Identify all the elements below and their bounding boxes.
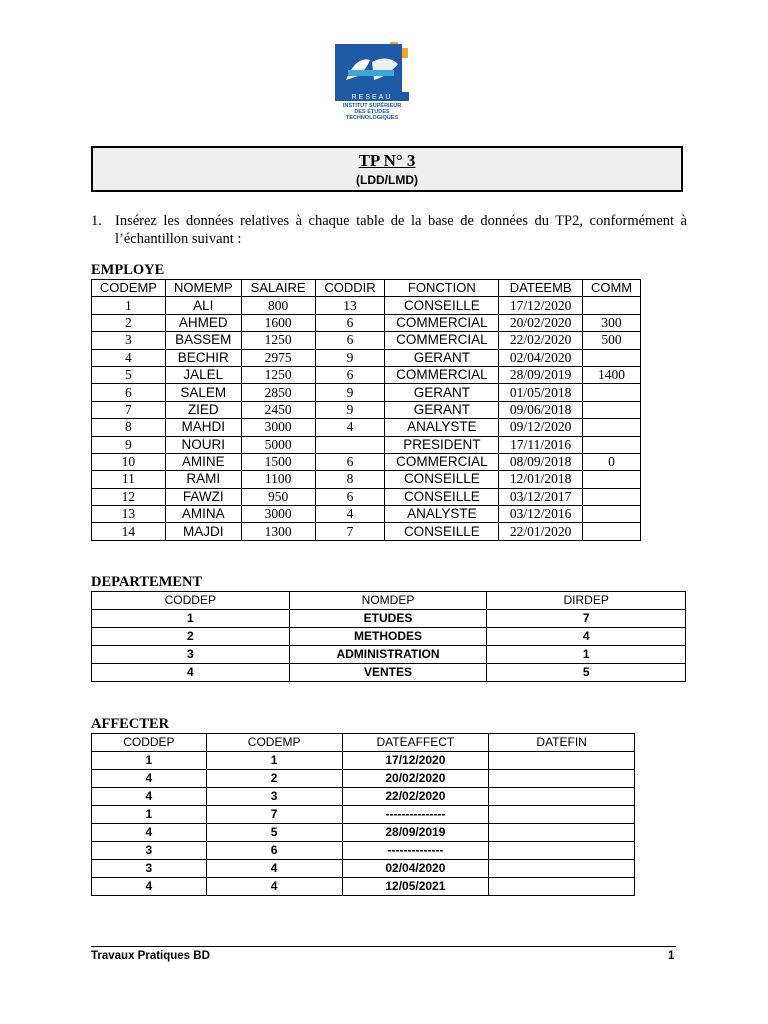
affecter-column-header: CODDEP	[92, 734, 207, 752]
table-row	[92, 824, 635, 842]
employe-cell: 800	[241, 297, 315, 314]
employe-cell: 4	[315, 506, 385, 523]
employe-cell: CONSEILLE	[385, 471, 499, 488]
affecter-cell: 6	[206, 842, 342, 860]
employe-cell	[583, 436, 641, 453]
affecter-cell: 28/09/2019	[342, 824, 489, 842]
affecter-cell	[489, 788, 635, 806]
employe-cell	[583, 401, 641, 418]
departement-heading: DEPARTEMENT	[91, 574, 203, 590]
employe-cell	[583, 523, 641, 540]
employe-cell: CONSEILLE	[385, 488, 499, 505]
employe-cell: 3000	[241, 506, 315, 523]
iset-logo	[328, 40, 418, 122]
employe-cell: 1600	[241, 314, 315, 331]
affecter-cell	[489, 860, 635, 878]
employe-cell: 01/05/2018	[499, 384, 583, 401]
departement-cell: 7	[487, 610, 686, 628]
iset-logo-icon	[328, 40, 418, 122]
employe-cell: 1400	[583, 366, 641, 383]
employe-heading: EMPLOYE	[91, 262, 165, 278]
affecter-cell: 1	[206, 752, 342, 770]
affecter-cell: 2	[206, 770, 342, 788]
departement-cell: 1	[487, 646, 686, 664]
affecter-cell: 17/12/2020	[342, 752, 489, 770]
departement-cell: ETUDES	[289, 610, 487, 628]
employe-cell: MAJDI	[165, 523, 241, 540]
employe-cell: SALEM	[165, 384, 241, 401]
footer-divider	[91, 946, 676, 947]
affecter-cell: 12/05/2021	[342, 878, 489, 896]
employe-cell: COMMERCIAL	[385, 453, 499, 470]
logo-reseau-text: RESEAU	[351, 94, 393, 101]
employe-cell: GERANT	[385, 384, 499, 401]
page-subtitle: (LDD/LMD)	[356, 173, 418, 187]
employe-column-header: NOMEMP	[165, 280, 241, 297]
employe-cell	[583, 419, 641, 436]
employe-cell: 9	[92, 436, 166, 453]
employe-cell: 8	[315, 471, 385, 488]
table-row	[92, 297, 641, 314]
employe-header-row	[92, 280, 641, 297]
employe-column-header: SALAIRE	[241, 280, 315, 297]
employe-cell: 14	[92, 523, 166, 540]
footer-title: Travaux Pratiques BD	[91, 950, 210, 962]
employe-cell: 1250	[241, 332, 315, 349]
affecter-cell: 4	[206, 860, 342, 878]
departement-cell: 2	[92, 628, 290, 646]
departement-cell: ADMINISTRATION	[289, 646, 487, 664]
table-row	[92, 471, 641, 488]
table-row	[92, 646, 686, 664]
employe-cell: 6	[315, 488, 385, 505]
employe-column-header: CODEMP	[92, 280, 166, 297]
table-row	[92, 770, 635, 788]
employe-cell: JALEL	[165, 366, 241, 383]
svg-text:DES ÉTUDES: DES ÉTUDES	[354, 109, 390, 115]
table-row	[92, 453, 641, 470]
employe-cell: 6	[315, 314, 385, 331]
employe-cell: 2850	[241, 384, 315, 401]
affecter-cell	[489, 878, 635, 896]
employe-cell: 3	[92, 332, 166, 349]
affecter-cell: 4	[206, 878, 342, 896]
employe-cell	[315, 436, 385, 453]
employe-cell: 22/02/2020	[499, 332, 583, 349]
departement-cell: 5	[487, 664, 686, 682]
page-title: TP N° 3	[358, 151, 416, 170]
table-row	[92, 523, 641, 540]
affecter-column-header: CODEMP	[206, 734, 342, 752]
table-row	[92, 628, 686, 646]
employe-cell: ANALYSTE	[385, 419, 499, 436]
table-row	[92, 332, 641, 349]
employe-cell: 300	[583, 314, 641, 331]
departement-cell: 4	[487, 628, 686, 646]
employe-cell: 5	[92, 366, 166, 383]
employe-cell: ANALYSTE	[385, 506, 499, 523]
affecter-header-row	[92, 734, 635, 752]
employe-cell: 7	[315, 523, 385, 540]
affecter-column-header: DATEAFFECT	[342, 734, 489, 752]
employe-cell: 6	[315, 366, 385, 383]
departement-table	[91, 591, 686, 682]
employe-cell: 2	[92, 314, 166, 331]
affecter-cell: 4	[92, 878, 207, 896]
affecter-cell: 1	[92, 752, 207, 770]
affecter-cell	[489, 770, 635, 788]
employe-cell: 950	[241, 488, 315, 505]
employe-cell: 4	[315, 419, 385, 436]
departement-column-header: CODDEP	[92, 592, 290, 610]
employe-cell: 7	[92, 401, 166, 418]
employe-cell: 9	[315, 349, 385, 366]
employe-column-header: COMM	[583, 280, 641, 297]
affecter-cell	[489, 842, 635, 860]
table-row	[92, 842, 635, 860]
employe-cell: 12	[92, 488, 166, 505]
affecter-cell: 3	[206, 788, 342, 806]
table-row	[92, 610, 686, 628]
employe-cell: AHMED	[165, 314, 241, 331]
table-row	[92, 506, 641, 523]
employe-cell	[583, 488, 641, 505]
affecter-cell: 5	[206, 824, 342, 842]
affecter-cell	[489, 752, 635, 770]
employe-cell: 5000	[241, 436, 315, 453]
instruction-text: Insérez les données relatives à chaque table de la base de données du TP2, conformément à l’échantillon suivant :	[115, 213, 687, 247]
employe-cell: 17/12/2020	[499, 297, 583, 314]
employe-cell: GERANT	[385, 349, 499, 366]
affecter-cell: 02/04/2020	[342, 860, 489, 878]
svg-text:TECHNOLOGIQUES: TECHNOLOGIQUES	[345, 115, 399, 121]
departement-header-row	[92, 592, 686, 610]
employe-cell: 09/06/2018	[499, 401, 583, 418]
table-row	[92, 436, 641, 453]
table-row	[92, 878, 635, 896]
employe-cell: 9	[315, 384, 385, 401]
employe-cell: 12/01/2018	[499, 471, 583, 488]
affecter-cell: ---------------	[342, 806, 489, 824]
employe-cell: 09/12/2020	[499, 419, 583, 436]
employe-cell: 28/09/2019	[499, 366, 583, 383]
table-row	[92, 384, 641, 401]
employe-cell: AMINE	[165, 453, 241, 470]
employe-cell: 2450	[241, 401, 315, 418]
employe-cell	[583, 349, 641, 366]
departement-cell: 4	[92, 664, 290, 682]
employe-cell: 1300	[241, 523, 315, 540]
page-number: 1	[668, 950, 675, 962]
table-row	[92, 488, 641, 505]
employe-cell: 1	[92, 297, 166, 314]
employe-cell: 9	[315, 401, 385, 418]
employe-cell	[583, 471, 641, 488]
departement-column-header: NOMDEP	[289, 592, 487, 610]
affecter-heading: AFFECTER	[91, 716, 170, 732]
employe-cell: NOURI	[165, 436, 241, 453]
affecter-cell: 4	[92, 770, 207, 788]
table-row	[92, 366, 641, 383]
employe-cell: 03/12/2017	[499, 488, 583, 505]
employe-cell: 02/04/2020	[499, 349, 583, 366]
employe-cell: 08/09/2018	[499, 453, 583, 470]
table-row	[92, 314, 641, 331]
employe-cell: 17/11/2016	[499, 436, 583, 453]
table-row	[92, 349, 641, 366]
affecter-cell	[489, 806, 635, 824]
employe-cell: 11	[92, 471, 166, 488]
employe-cell: 0	[583, 453, 641, 470]
affecter-cell: 4	[92, 788, 207, 806]
affecter-cell: 22/02/2020	[342, 788, 489, 806]
table-row	[92, 788, 635, 806]
employe-cell: 6	[92, 384, 166, 401]
employe-cell	[583, 297, 641, 314]
affecter-cell	[489, 824, 635, 842]
employe-cell: 22/01/2020	[499, 523, 583, 540]
employe-cell: CONSEILLE	[385, 297, 499, 314]
employe-cell: RAMI	[165, 471, 241, 488]
affecter-cell: --------------	[342, 842, 489, 860]
employe-cell: 6	[315, 332, 385, 349]
title-box	[91, 146, 683, 192]
table-row	[92, 401, 641, 418]
departement-cell: 1	[92, 610, 290, 628]
employe-cell: 13	[92, 506, 166, 523]
departement-cell: VENTES	[289, 664, 487, 682]
employe-cell: 3000	[241, 419, 315, 436]
employe-cell: 4	[92, 349, 166, 366]
affecter-cell: 3	[92, 860, 207, 878]
svg-text:INSTITUT SUPÉRIEUR: INSTITUT SUPÉRIEUR	[342, 103, 402, 109]
employe-cell: AMINA	[165, 506, 241, 523]
employe-cell: CONSEILLE	[385, 523, 499, 540]
employe-cell: GERANT	[385, 401, 499, 418]
instruction	[91, 212, 687, 248]
employe-cell: ALI	[165, 297, 241, 314]
employe-cell: FAWZI	[165, 488, 241, 505]
employe-cell: 2975	[241, 349, 315, 366]
employe-cell: BECHIR	[165, 349, 241, 366]
employe-cell: COMMERCIAL	[385, 366, 499, 383]
employe-cell	[583, 506, 641, 523]
employe-cell: 1250	[241, 366, 315, 383]
employe-cell: 20/02/2020	[499, 314, 583, 331]
employe-cell: ZIED	[165, 401, 241, 418]
affecter-cell: 3	[92, 842, 207, 860]
employe-column-header: CODDIR	[315, 280, 385, 297]
table-row	[92, 860, 635, 878]
employe-cell: 6	[315, 453, 385, 470]
affecter-table	[91, 733, 635, 896]
employe-cell: 10	[92, 453, 166, 470]
instruction-number: 1.	[91, 213, 102, 229]
employe-cell: BASSEM	[165, 332, 241, 349]
affecter-column-header: DATEFIN	[489, 734, 635, 752]
employe-cell: 500	[583, 332, 641, 349]
employe-table	[91, 279, 641, 541]
affecter-cell: 4	[92, 824, 207, 842]
employe-cell: 1500	[241, 453, 315, 470]
table-row	[92, 752, 635, 770]
table-row	[92, 419, 641, 436]
departement-cell: METHODES	[289, 628, 487, 646]
affecter-cell: 20/02/2020	[342, 770, 489, 788]
employe-cell: COMMERCIAL	[385, 314, 499, 331]
departement-column-header: DIRDEP	[487, 592, 686, 610]
departement-cell: 3	[92, 646, 290, 664]
table-row	[92, 664, 686, 682]
employe-cell: 13	[315, 297, 385, 314]
employe-column-header: DATEEMB	[499, 280, 583, 297]
employe-cell: 1100	[241, 471, 315, 488]
employe-cell: COMMERCIAL	[385, 332, 499, 349]
employe-cell: MAHDI	[165, 419, 241, 436]
affecter-cell: 7	[206, 806, 342, 824]
employe-cell	[583, 384, 641, 401]
employe-cell: 8	[92, 419, 166, 436]
employe-column-header: FONCTION	[385, 280, 499, 297]
affecter-cell: 1	[92, 806, 207, 824]
table-row	[92, 806, 635, 824]
employe-cell: PRESIDENT	[385, 436, 499, 453]
employe-cell: 03/12/2016	[499, 506, 583, 523]
